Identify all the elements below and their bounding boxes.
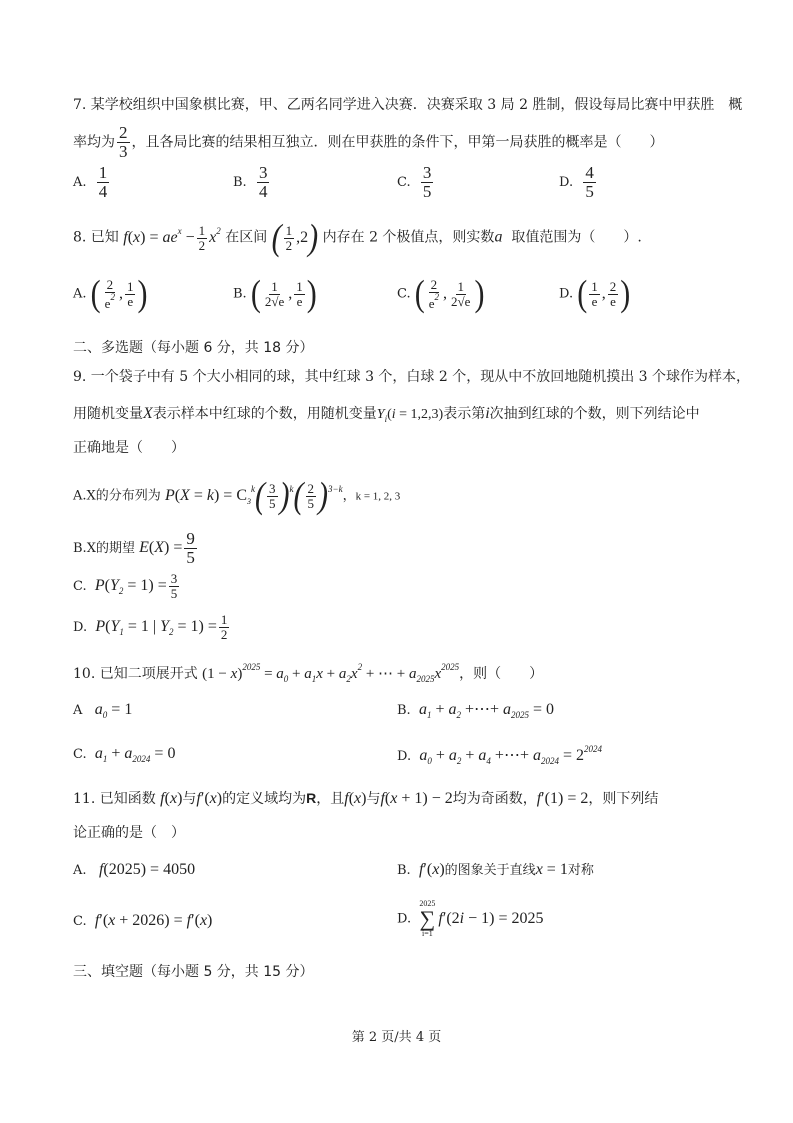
section-3-heading: 三、填空题（每小题 5 分，共 15 分） xyxy=(73,964,314,980)
q10-option-b[interactable]: B. $a_1 + a_2$ +⋯+ $a_{2025} = 0$ xyxy=(397,701,555,720)
q11-option-b[interactable]: B. f′(x)的图象关于直线x = 1对称 xyxy=(397,861,594,878)
q8-option-d[interactable]: D. ( $\frac{1}{e}$ , $\frac{2}{e}$ ) xyxy=(559,272,631,314)
q8-option-b[interactable]: B. ( $\frac{1}{2√e}$ , $\frac{1}{e}$ ) xyxy=(233,272,317,314)
summation-symbol: 2025 ∑ i=1 xyxy=(419,899,436,938)
q7-line1: 7. 某学校组织中国象棋比赛，甲、乙两名同学进入决赛．决赛采取 3 局 2 胜制，假设每局比赛中甲获胜 概 xyxy=(73,97,743,113)
q9-option-c[interactable]: C. $P(Y_2 = 1)$ = $\frac{3}{5}$ xyxy=(73,571,178,601)
q9-line3: 正确地是（ ） xyxy=(73,440,185,456)
q8-option-c[interactable]: C. ( $\frac{2}{e^2}$ , $\frac{1}{2√e}$ ) xyxy=(397,272,485,314)
q7-option-c[interactable]: C. $\frac{3}{5}$ xyxy=(397,163,432,201)
q8-interval: ( $\frac{1}{2}$ ,2) xyxy=(271,216,319,258)
q7-option-a[interactable]: A. $\frac{1}{4}$ xyxy=(73,163,108,201)
q10-option-d[interactable]: D. $a_0 + a_2 + a_4$ +⋯+ $a_{2024} = 2^{2024}$ xyxy=(397,744,602,766)
page-footer: 第 2 页/共 4 页 xyxy=(351,1030,442,1045)
q7-fraction: $\frac{2}{3}$ xyxy=(119,123,128,161)
q9-line2: 用随机变量X表示样本中红球的个数，用随机变量$Y_i(i = 1,2,3)$表示第i次抽到红球的个数，则下列结论中 xyxy=(73,405,700,424)
q11-option-c[interactable]: C. f′(x + 2026) = f′(x) xyxy=(73,912,213,929)
q10-stem: 10. 已知二项展开式 $(1 - x)^{2025} = a_0 + a_1x + a_2x^2$ + ⋯ + $a_{2025}x^{2025}$，则（ ） xyxy=(73,662,544,684)
q10-option-c[interactable]: C. $a_1 + a_{2024} = 0$ xyxy=(73,745,176,764)
q9-line1: 9. 一个袋子中有 5 个大小相同的球，其中红球 3 个，白球 2 个，现从中不放回地随机摸出 3 个球作为样本， xyxy=(73,369,751,385)
q11-stem-line1: 11. 已知函数 f(x)与f′(x)的定义域均为R，且f(x)与f(x + 1) − 2均为奇函数，f′(1) = 2，则下列结 xyxy=(73,790,659,807)
q11-stem-line2: 论正确的是（ ） xyxy=(73,825,185,841)
q7-option-b[interactable]: B. $\frac{3}{4}$ xyxy=(233,163,268,201)
q7-line2: 率均为 $\frac{2}{3}$ ，且各局比赛的结果相互独立．则在甲获胜的条件下，甲第一局获胜的概率是（ ） xyxy=(73,123,664,161)
q8-function: $f(x) = ae^x$ − $\frac{1}{2}$ $x^2$ xyxy=(123,222,221,253)
q7-option-d[interactable]: D. $\frac{4}{5}$ xyxy=(559,163,594,201)
q8-stem: 8. 已知 $f(x) = ae^x$ − $\frac{1}{2}$ $x^2$ 在区间 ( $\frac{1}{2}$ ,2) 内存在 2 个极值点，则实数a 取值范围为（ ）. xyxy=(73,216,642,258)
q8-option-a[interactable]: A. ( $\frac{2}{e^2}$ , $\frac{1}{e}$ ) xyxy=(73,272,148,314)
q9-option-a[interactable]: A.X的分布列为 $P(X = k) = C_3^k$( $\frac{3}{5}$ )$^k$( $\frac{2}{5}$ )$^{3-k}$，k = 1, 2, 3 xyxy=(73,474,401,516)
q11-option-a[interactable]: A. f(2025) = 4050 xyxy=(73,861,196,878)
section-2-heading: 二、多选题（每小题 6 分，共 18 分） xyxy=(73,340,314,356)
q10-option-a[interactable]: A $a_0 = 1$ xyxy=(73,701,133,720)
q11-option-d[interactable]: D. 2025 ∑ i=1 f′(2i − 1) = 2025 xyxy=(397,899,544,938)
q9-option-d[interactable]: D. $P(Y_1 = 1$ | $Y_2 = 1$) = $\frac{1}{2}$ xyxy=(73,612,228,642)
q9-option-b[interactable]: B.X的期望 E(X) = $\frac{9}{5}$ xyxy=(73,529,195,567)
